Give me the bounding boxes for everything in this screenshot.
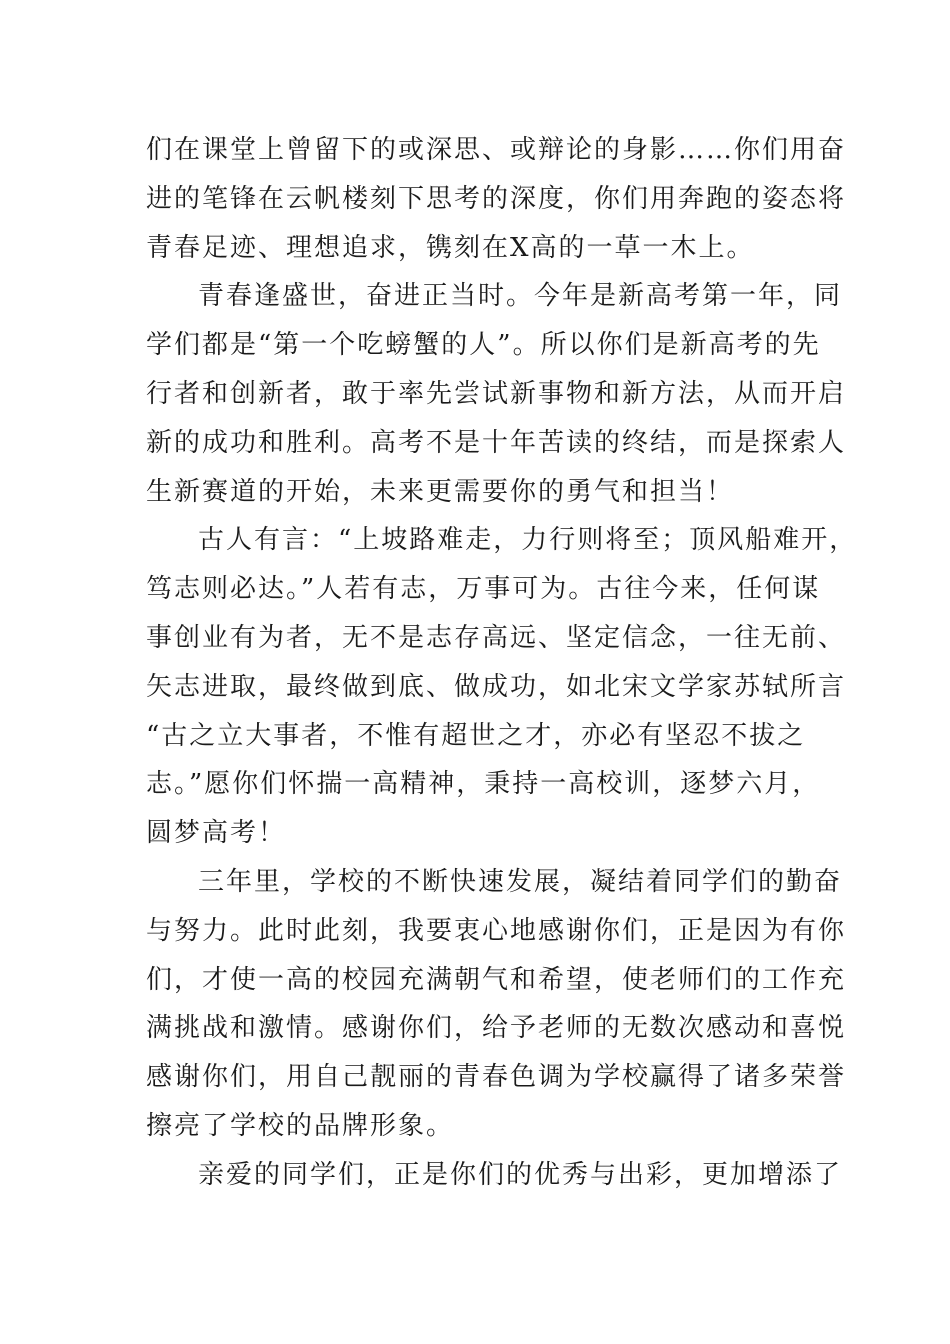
text-line: 行者和创新者，敢于率先尝试新事物和新方法，从而开启 xyxy=(146,378,847,409)
paragraph-3 xyxy=(146,516,858,858)
text-line: 矢志进取，最终做到底、做成功，如北宋文学家苏轼所言 xyxy=(146,671,847,702)
text-line: 满挑战和激情。感谢你们，给予老师的无数次感动和喜悦 xyxy=(146,1013,847,1044)
text-line: 进的笔锋在云帆楼刻下思考的深度，你们用奔跑的姿态将 xyxy=(146,183,847,214)
text-line: “古之立大事者，不惟有超世之才，亦必有坚忍不拔之 xyxy=(146,720,806,751)
paragraph-5 xyxy=(146,1151,843,1200)
text-line: 们在课堂上曾留下的或深思、或辩论的身影……你们用奋 xyxy=(146,135,847,165)
paragraph-4 xyxy=(146,858,847,1151)
text-line: 笃志则必达。”人若有志，万事可为。古往今来，任何谋 xyxy=(146,574,821,605)
text-line: 生新赛道的开始，未来更需要你的勇气和担当！ xyxy=(146,476,735,507)
text-line: 感谢你们，用自己靓丽的青春色调为学校赢得了诸多荣誉 xyxy=(146,1062,847,1093)
text-line: 新的成功和胜利。高考不是十年苦读的终结，而是探索人 xyxy=(146,427,847,458)
paragraph-1 xyxy=(146,126,847,272)
text-line: 与努力。此时此刻，我要衷心地感谢你们，正是因为有你 xyxy=(146,915,847,946)
text-line: 古人有言：“上坡路难走，力行则将至；顶风船难开， xyxy=(198,525,858,556)
text-line: 亲爱的同学们，正是你们的优秀与出彩，更加增添了 xyxy=(198,1159,843,1190)
text-line: 擦亮了学校的品牌形象。 xyxy=(146,1110,455,1141)
paragraph-2 xyxy=(146,272,847,516)
text-line: 们，才使一高的校园充满朝气和希望，使老师们的工作充 xyxy=(146,964,847,995)
text-line: 青春逢盛世，奋进正当时。今年是新高考第一年，同 xyxy=(198,281,843,312)
body-text xyxy=(146,126,858,1200)
text-line: 青春足迹、理想追求，镌刻在X高的一草一木上。 xyxy=(146,232,755,263)
text-line: 圆梦高考！ xyxy=(146,818,287,849)
text-line: 志。”愿你们怀揣一高精神，秉持一高校训，逐梦六月， xyxy=(146,769,821,800)
text-line: 三年里，学校的不断快速发展，凝结着同学们的勤奋 xyxy=(198,866,843,897)
text-line: 学们都是“第一个吃螃蟹的人”。所以你们是新高考的先 xyxy=(146,330,821,361)
text-line: 事创业有为者，无不是志存高远、坚定信念，一往无前、 xyxy=(146,622,847,653)
